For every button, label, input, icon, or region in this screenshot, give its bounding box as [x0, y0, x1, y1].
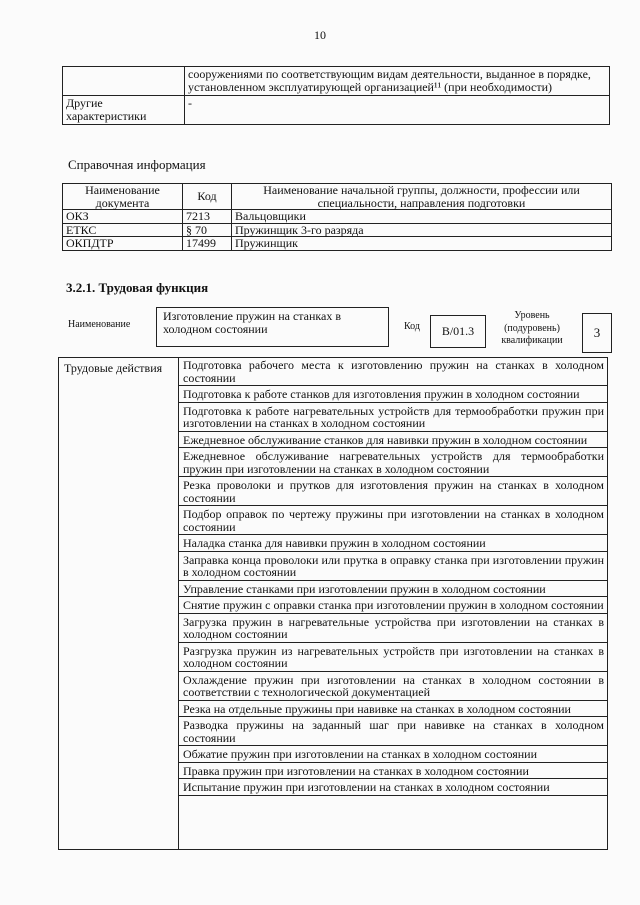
table-cell: ОКЗ [63, 210, 183, 224]
table-cell: ОКПДТР [63, 237, 183, 251]
list-item: Обжатие пружин при изготовлении на станках в холодном состоянии [178, 746, 608, 763]
list-item: Подготовка к работе станков для изготовления пружин в холодном состоянии [178, 386, 608, 403]
table-cell-label [63, 67, 185, 96]
table-cell: ЕТКС [63, 223, 183, 237]
table-cell: 17499 [183, 237, 232, 251]
level-label: Уровень (подуровень) квалификации [501, 310, 563, 346]
list-item: Ежедневное обслуживание нагревательных устройств для термообработки пружин при изготовлении на станках в холодном состоянии [178, 448, 608, 477]
table-row [63, 237, 612, 251]
table-cell-label: Другие характеристики [63, 96, 185, 125]
table-cell: 7213 [183, 210, 232, 224]
list-item: Подготовка к работе нагревательных устройств для термообработки пружин при изготовлении на станках в холодном состоянии [178, 403, 608, 432]
list-item: Управление станками при изготовлении пружин в холодном состоянии [178, 581, 608, 598]
table-row [63, 67, 610, 96]
header-document: Наименование документа [63, 184, 183, 210]
labor-actions-list [178, 357, 608, 796]
list-item: Подбор оправок по чертежу пружины при изготовлении на станках в холодном состоянии [178, 506, 608, 535]
list-item: Загрузка пружин в нагревательные устройства при изготовлении на станках в холодном состоянии [178, 614, 608, 643]
list-item: Испытание пружин при изготовлении на станках в холодном состоянии [178, 779, 608, 796]
table-row [63, 96, 610, 125]
table-header-row [63, 184, 612, 210]
page-number: 10 [314, 28, 326, 42]
table-cell: Вальцовщики [232, 210, 612, 224]
table-row [63, 210, 612, 224]
labor-actions-label: Трудовые действия [64, 361, 163, 375]
list-item: Охлаждение пружин при изготовлении на станках в холодном состоянии в соответствии с технологической документацией [178, 672, 608, 701]
list-item: Разводка пружины на заданный шаг при навивке на станках в холодном состоянии [178, 717, 608, 746]
list-item: Снятие пружин с оправки станка при изготовлении пружин в холодном состоянии [178, 597, 608, 614]
table-cell-value: - [185, 96, 610, 125]
list-item: Правка пружин при изготовлении на станках в холодном состоянии [178, 763, 608, 780]
list-item: Резка проволоки и прутков для изготовления пружин на станках в холодном состоянии [178, 477, 608, 506]
list-item: Резка на отдельные пружины при навивке на станках в холодном состоянии [178, 701, 608, 718]
table-row [63, 223, 612, 237]
table-cell: Пружинщик [232, 237, 612, 251]
list-item: Наладка станка для навивки пружин в холодном состоянии [178, 535, 608, 552]
list-item: Подготовка рабочего места к изготовлению пружин на станках в холодном состоянии [178, 357, 608, 386]
reference-table [62, 183, 612, 251]
header-code: Код [183, 184, 232, 210]
table-cell: § 70 [183, 223, 232, 237]
table-cell-value: сооружениями по соответствующим видам деятельности, выданное в порядке, установленном эксплуатирующей организацией¹¹ (при необходимости) [185, 67, 610, 96]
reference-info-title: Справочная информация [68, 157, 206, 172]
header-group-name: Наименование начальной группы, должности, профессии или специальности, направления подготовки [232, 184, 612, 210]
code-value: B/01.3 [430, 315, 486, 348]
list-item: Разгрузка пружин из нагревательных устройств при изготовлении на станках в холодном состоянии [178, 643, 608, 672]
code-label: Код [404, 321, 420, 332]
list-item: Ежедневное обслуживание станков для навивки пружин в холодном состоянии [178, 432, 608, 449]
name-value: Изготовление пружин на станках в холодном состоянии [156, 307, 389, 347]
labor-function-heading: 3.2.1. Трудовая функция [66, 280, 209, 295]
continuation-table [62, 66, 610, 125]
name-label: Наименование [68, 319, 131, 330]
table-cell: Пружинщик 3-го разряда [232, 223, 612, 237]
list-item: Заправка конца проволоки или прутка в оправку станка при изготовлении пружин в холодном состоянии [178, 552, 608, 581]
level-value: 3 [582, 313, 612, 353]
